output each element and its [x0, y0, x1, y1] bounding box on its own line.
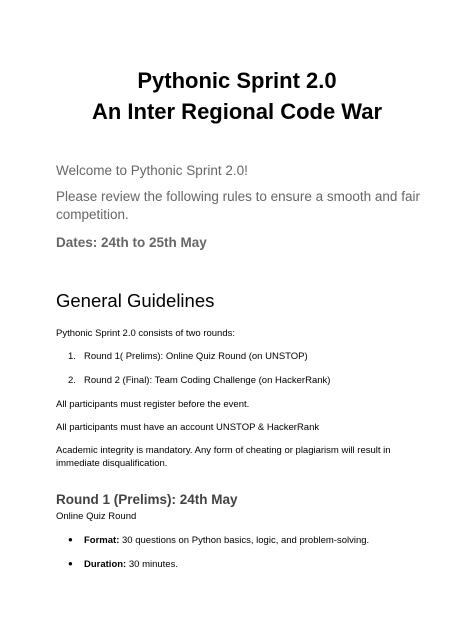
round1-heading: Round 1 (Prelims): 24th May — [56, 492, 238, 507]
bullet-label: Format: — [84, 535, 120, 546]
bullet-icon: ● — [68, 535, 73, 544]
title-line-1: Pythonic Sprint 2.0 — [137, 68, 337, 93]
list-item — [68, 350, 418, 363]
list-item — [68, 533, 418, 547]
bullet-icon: ● — [68, 559, 73, 568]
list-item — [68, 557, 418, 571]
review-text: Please review the following rules to ensure a smooth and fair competition. — [56, 189, 420, 222]
dates-text: Dates: 24th to 25th May — [56, 235, 207, 250]
general-guidelines-heading: General Guidelines — [56, 290, 215, 311]
welcome-text: Welcome to Pythonic Sprint 2.0! — [56, 163, 248, 178]
bullet-text: 30 questions on Python basics, logic, and problem-solving. — [119, 535, 370, 546]
bullet-label: Duration: — [84, 559, 127, 570]
title-line-2: An Inter Regional Code War — [91, 99, 383, 124]
bullet-text: 30 minutes. — [126, 559, 178, 570]
integrity-text: Academic integrity is mandatory. Any form of cheating or plagiarism will result in immediate disqualification. — [56, 445, 391, 469]
list-item-text: Round 1( Prelims): Online Quiz Round (on UNSTOP) — [84, 351, 308, 362]
list-item-text: Round 2 (Final): Team Coding Challenge (on HackerRank) — [84, 375, 331, 386]
round1-subtitle: Online Quiz Round — [56, 511, 137, 522]
list-marker: 1. — [68, 351, 76, 362]
list-marker: 2. — [68, 375, 76, 386]
register-text: All participants must register before the event. — [56, 399, 250, 410]
account-text: All participants must have an account UNSTOP & HackerRank — [56, 422, 320, 433]
rounds-intro-text: Pythonic Sprint 2.0 consists of two rounds: — [56, 328, 236, 339]
list-item — [68, 374, 418, 387]
